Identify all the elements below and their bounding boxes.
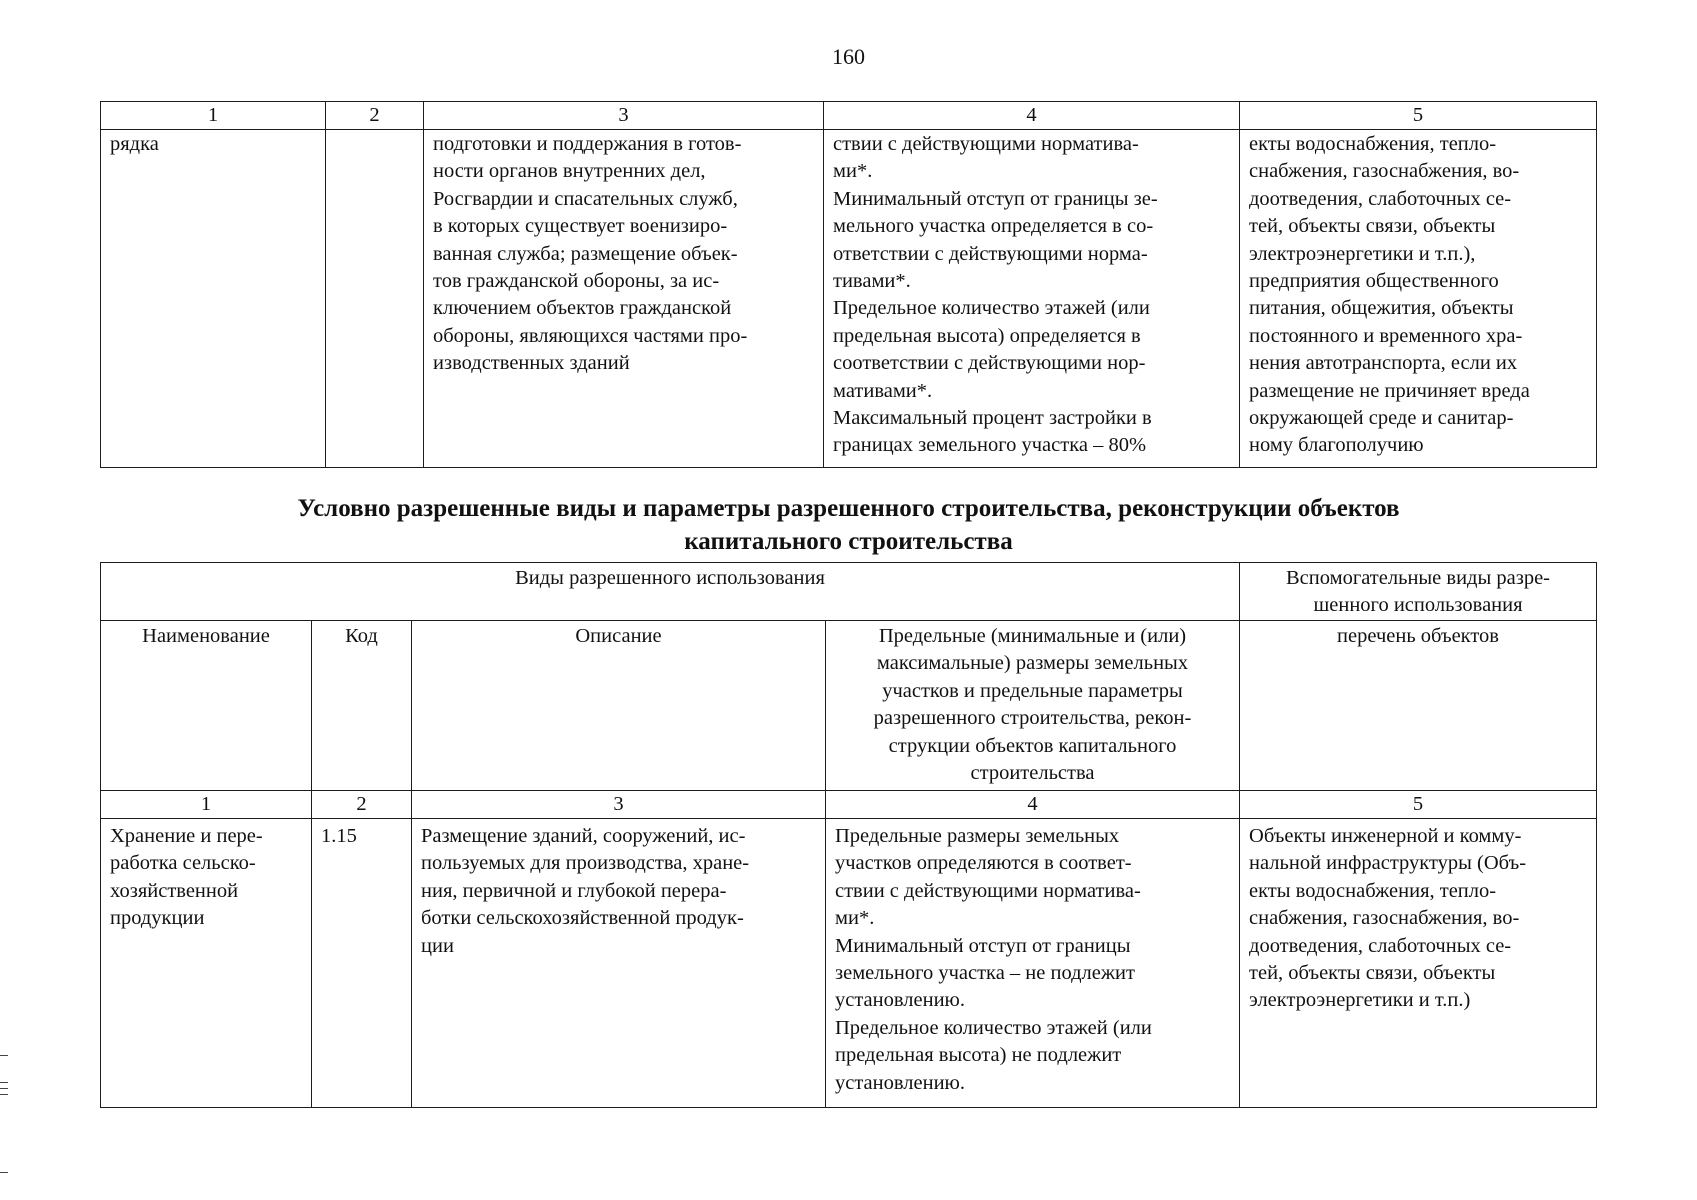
text-line: Предельные размеры земельных bbox=[835, 825, 1120, 847]
header-objects: перечень объектов bbox=[1240, 621, 1597, 791]
text-line: мельного участка определяется в со- bbox=[833, 215, 1154, 238]
text-line: участков и предельные параметры bbox=[882, 679, 1183, 702]
text-line: тивами*. bbox=[833, 270, 911, 293]
text-line: обороны, являющихся частями про- bbox=[433, 324, 748, 347]
column-number-cell: 5 bbox=[1240, 791, 1597, 819]
text-line: ния, первичной и глубокой перера- bbox=[421, 879, 727, 902]
table-row bbox=[101, 819, 1597, 1108]
text-line: предельная высота) не подлежит bbox=[835, 1044, 1122, 1067]
text-line: хозяйственной bbox=[110, 879, 239, 902]
header-description: Описание bbox=[412, 621, 826, 791]
scan-edge-mark bbox=[0, 1094, 8, 1095]
section-title bbox=[0, 492, 1697, 558]
column-number-cell: 3 bbox=[424, 102, 824, 130]
description-cell bbox=[424, 130, 824, 468]
name-cell bbox=[101, 130, 326, 468]
text-line: подготовки и поддержания в готов- bbox=[433, 133, 742, 155]
group-header-aux bbox=[1240, 563, 1597, 621]
scan-edge-mark bbox=[0, 1088, 8, 1089]
text-line: Объекты инженерной и комму- bbox=[1249, 825, 1522, 847]
text-line: максимальные) размеры земельных bbox=[876, 652, 1189, 675]
continued-table bbox=[100, 101, 1597, 468]
text-line: доотведения, слаботочных се- bbox=[1249, 187, 1512, 210]
text-line: тей, объекты связи, объекты bbox=[1249, 962, 1496, 985]
text-line: установлению. bbox=[835, 989, 965, 1012]
parameters-cell bbox=[826, 819, 1240, 1108]
column-number-cell: 3 bbox=[412, 791, 826, 819]
header-name: Наименование bbox=[101, 621, 312, 791]
text-line: изводственных зданий bbox=[433, 352, 630, 375]
column-number-row bbox=[101, 102, 1597, 130]
text-line: Минимальный отступ от границы зе- bbox=[833, 187, 1158, 210]
text-line: Предельные (минимальные и (или) bbox=[878, 625, 1187, 647]
scan-edge-mark bbox=[0, 1172, 8, 1173]
text-line: тов гражданской обороны, за ис- bbox=[433, 270, 720, 293]
text-line: ствии с действующими норматива- bbox=[835, 879, 1141, 902]
text-line: строительства bbox=[970, 762, 1095, 785]
text-line: рядка bbox=[110, 133, 159, 155]
text-line: нальной инфраструктуры (Объ- bbox=[1249, 852, 1527, 875]
column-number-cell: 1 bbox=[101, 791, 312, 819]
text-line: снабжения, газоснабжения, во- bbox=[1249, 907, 1520, 930]
scan-edge-mark bbox=[0, 1082, 8, 1083]
text-line: Размещение зданий, сооружений, ис- bbox=[421, 825, 746, 847]
page-number: 160 bbox=[832, 44, 865, 69]
text-line: нения автотранспорта, если их bbox=[1249, 352, 1518, 375]
column-number-cell: 2 bbox=[326, 102, 424, 130]
text-line: пользуемых для производства, хране- bbox=[421, 852, 750, 875]
text-line: екты водоснабжения, тепло- bbox=[1249, 879, 1497, 902]
parameters-cell bbox=[824, 130, 1240, 468]
text-line: мативами*. bbox=[833, 379, 933, 402]
text-line: ключением объектов гражданской bbox=[433, 297, 732, 320]
column-number-row bbox=[101, 791, 1597, 819]
text-line: Росгвардии и спасательных служб, bbox=[433, 187, 738, 210]
text-line: ми*. bbox=[835, 907, 875, 930]
column-number-cell: 4 bbox=[824, 102, 1240, 130]
text-line: ботки сельскохозяйственной продук- bbox=[421, 907, 744, 930]
text-line: Минимальный отступ от границы bbox=[835, 934, 1131, 957]
text-line: снабжения, газоснабжения, во- bbox=[1249, 160, 1520, 183]
text-line: ответствии с действующими норма- bbox=[833, 242, 1148, 265]
text-line: постоянного и временного хра- bbox=[1249, 324, 1523, 347]
text-line: предельная высота) определяется в bbox=[833, 324, 1141, 347]
text-line: ванная служба; размещение объек- bbox=[433, 242, 738, 265]
text-line: разрешенного строительства, рекон- bbox=[873, 707, 1192, 730]
column-number-cell: 4 bbox=[826, 791, 1240, 819]
text-line: ции bbox=[421, 934, 454, 957]
text-line: установлению. bbox=[835, 1071, 965, 1094]
text-line: ному благополучию bbox=[1249, 434, 1424, 457]
header-parameters bbox=[826, 621, 1240, 791]
text-line: Вспомогательные виды разре- bbox=[1286, 567, 1551, 589]
text-line: окружающей среде и санитар- bbox=[1249, 407, 1514, 430]
text-line: электроэнергетики и т.п.) bbox=[1249, 989, 1471, 1012]
text-line: Хранение и пере- bbox=[110, 825, 263, 847]
title-line: капитального строительства bbox=[684, 528, 1013, 555]
objects-cell bbox=[1240, 130, 1597, 468]
description-cell bbox=[412, 819, 826, 1108]
text-line: размещение не причиняет вреда bbox=[1249, 379, 1530, 402]
objects-cell bbox=[1240, 819, 1597, 1108]
text-line: тей, объекты связи, объекты bbox=[1249, 215, 1496, 238]
column-header-row bbox=[101, 621, 1597, 791]
text-line: шенного использования bbox=[1313, 594, 1523, 617]
code-cell bbox=[326, 130, 424, 468]
column-number-cell: 5 bbox=[1240, 102, 1597, 130]
scan-edge-mark bbox=[0, 1055, 8, 1056]
group-header-row bbox=[101, 563, 1597, 621]
text-line: доотведения, слаботочных се- bbox=[1249, 934, 1512, 957]
text-line: екты водоснабжения, тепло- bbox=[1249, 133, 1497, 155]
text-line: Максимальный процент застройки в bbox=[833, 407, 1152, 430]
name-cell bbox=[101, 819, 312, 1108]
text-line: работка сельско- bbox=[110, 852, 256, 875]
code-cell: 1.15 bbox=[312, 819, 412, 1108]
table-row bbox=[101, 130, 1597, 468]
group-header-main: Виды разрешенного использования bbox=[101, 563, 1240, 621]
text-line: ствии с действующими норматива- bbox=[833, 133, 1139, 155]
text-line: Предельное количество этажей (или bbox=[835, 1016, 1152, 1039]
column-number-cell: 2 bbox=[312, 791, 412, 819]
text-line: земельного участка – не подлежит bbox=[835, 962, 1135, 985]
text-line: Предельное количество этажей (или bbox=[833, 297, 1150, 320]
text-line: питания, общежития, объекты bbox=[1249, 297, 1514, 320]
text-line: предприятия общественного bbox=[1249, 270, 1499, 293]
text-line: электроэнергетики и т.п.), bbox=[1249, 242, 1476, 265]
text-line: струкции объектов капитального bbox=[888, 734, 1177, 757]
text-line: в которых существует военизиро- bbox=[433, 215, 728, 238]
text-line: границах земельного участка – 80% bbox=[833, 434, 1147, 457]
text-line: участков определяются в соответ- bbox=[835, 852, 1132, 875]
text-line: соответствии с действующими нор- bbox=[833, 352, 1146, 375]
text-line: продукции bbox=[110, 907, 205, 930]
text-line: ности органов внутренних дел, bbox=[433, 160, 706, 183]
conditional-uses-table bbox=[100, 562, 1597, 1108]
header-code: Код bbox=[312, 621, 412, 791]
text-line: ми*. bbox=[833, 160, 873, 183]
column-number-cell: 1 bbox=[101, 102, 326, 130]
title-line: Условно разрешенные виды и параметры разрешенного строительства, реконструкции объектов bbox=[297, 495, 1400, 522]
